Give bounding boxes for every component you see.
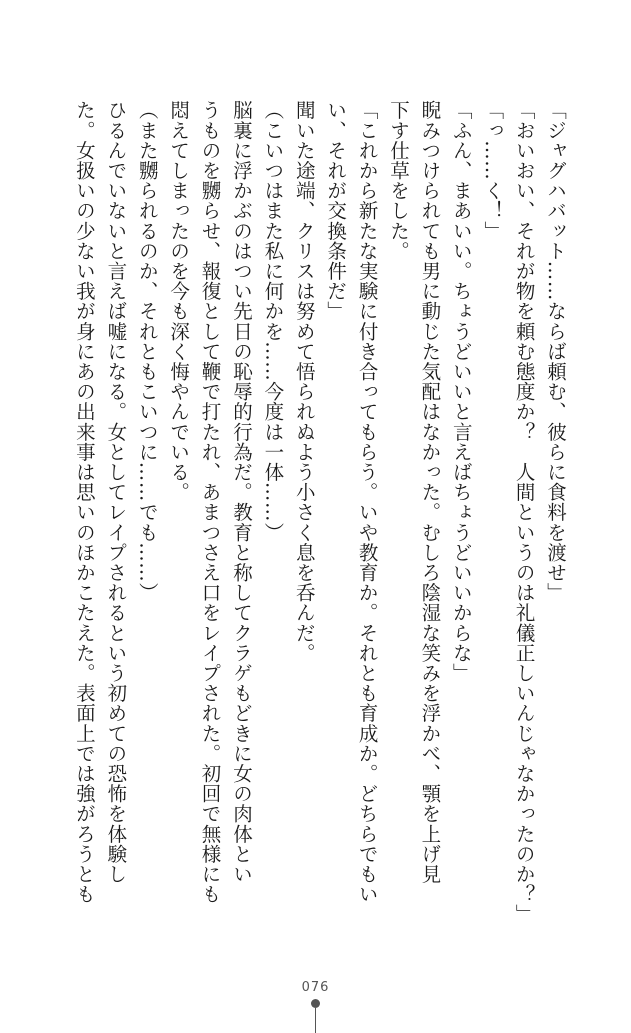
text-line: （こいつはまた私に何かを……今度は一体……） xyxy=(261,100,285,543)
text-line: 聞いた途端、クリスは努めて悟られぬよう小さく息を呑んだ。 xyxy=(292,100,316,663)
text-line: ひるんでいないと言えば嘘になる。女としてレイプされるという初めての恐怖を体験し xyxy=(104,100,128,884)
text-line: 「っ……く！」 xyxy=(481,100,505,241)
text-line: 「ジャグハバット……ならば頼む、彼らに食料を渡せ」 xyxy=(544,100,567,603)
text-line: 「ふん、まあいい。ちょうどいいと言えばちょうどいいからな」 xyxy=(449,100,473,683)
text-line: 「おいおい、それが物を頼む態度か？ 人間というのは礼儀正しいんじゃなかったのか？」 xyxy=(512,100,536,925)
text-line: うものを嬲らせ、報復として鞭で打たれ、あまつさえ口をレイプされた。初回で無様にも xyxy=(198,100,222,904)
text-line: 睨みつけられても男に動じた気配はなかった。むしろ陰湿な笑みを浮かべ、顎を上げ見 xyxy=(418,100,442,884)
page-number: 076 xyxy=(301,980,330,995)
text-line: 悶えてしまったのを今も深く悔やんでいる。 xyxy=(167,100,191,502)
vertical-text-body xyxy=(69,100,572,940)
text-line: （また嬲られるのか、それともこいつに……でも……） xyxy=(135,100,159,603)
text-line: た。女扱いの少ない我が身にあの出来事は思いのほかこたえた。表面上では強がろうとも xyxy=(72,100,96,904)
text-line: 「これから新たな実験に付き合ってもらう。いや教育か。それとも育成か。どちらでもい xyxy=(355,100,379,904)
text-line: 下す仕草をした。 xyxy=(386,100,410,261)
page-marker-line xyxy=(315,1008,316,1033)
text-line: い、それが交換条件だ」 xyxy=(324,100,348,322)
text-line: 脳裏に浮かぶのはつい先日の恥辱的行為だ。教育と称してクラゲもどきに女の肉体とい xyxy=(229,100,253,884)
page-marker-dot xyxy=(311,999,320,1008)
